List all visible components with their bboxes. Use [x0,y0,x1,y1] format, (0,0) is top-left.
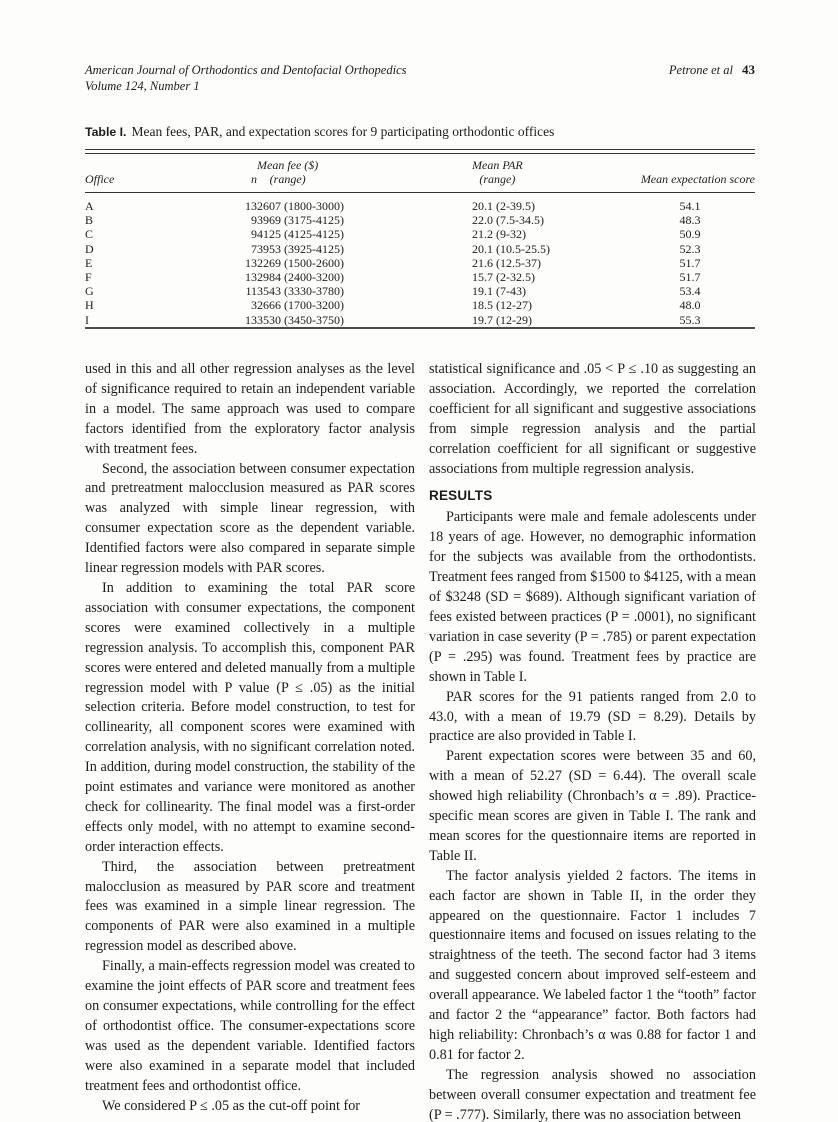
results-heading: RESULTS [429,488,493,504]
par-cell: 19.1 (7-43) [472,284,526,299]
table-row [85,227,755,241]
paragraph: The factor analysis yielded 2 factors. The items in each factor are shown in Table II, in the order they appeared on the questionnaire. Factor 1 includes 7 questionnaire items and focused on issues relating to the straightness of the teeth. The second factor had 3 items and suggested concern about improved self-esteem and overall appearance. We labeled factor 1 the “tooth” factor and factor 2 the “appearance” factor. Both factors had high reliability: Chronbach’s α was 0.88 for factor 1 and 0.81 for factor 2. [429,867,756,1063]
table-row [85,242,755,256]
text-column-right [429,360,756,1122]
table-1-header [85,154,755,193]
paragraph: Finally, a main-effects regression model was created to examine the joint effects of PAR score and treatment fees on consumer expectations, while controlling for the effect of orthodontist office. The consumer-expectations score was used as the dependent variable. Identified factors were also examined in a separate model that included treatment fees and orthodontist office. [85,958,415,1094]
mean-par-line2: (range) [479,171,516,186]
fee-cell: 2666 (1700-3200) [257,298,344,313]
table-row [85,256,755,270]
authors-citation: Petrone et al [668,63,733,77]
expectation-cell: 51.7 [679,270,701,285]
par-cell: 21.2 (9-32) [472,227,526,242]
col-header-office: Office [85,154,175,193]
office-cell: D [85,241,94,256]
fee-cell: 3543 (3330-3780) [257,284,344,299]
n-cell: 13 [245,199,257,213]
table-row [85,313,755,327]
par-cell: 15.7 (2-32.5) [472,270,535,285]
office-cell: G [85,284,94,299]
fee-cell: 2984 (2400-3200) [257,270,344,285]
n-cell: 13 [245,270,257,285]
office-cell: A [85,199,94,213]
running-head [85,62,755,94]
n-cell: 13 [245,255,257,270]
par-cell: 22.0 (7.5-34.5) [472,213,544,228]
paragraph: The regression analysis showed no association between overall consumer expectation and treatment fee (P = .777). Similarly, there was no association between [429,1066,756,1122]
mean-par-line1: Mean PAR [472,158,523,172]
journal-title: American Journal of Orthodontics and Dentofacial Orthopedics [85,63,407,77]
fee-cell: 3969 (3175-4125) [257,213,344,228]
running-head-left [85,62,407,94]
par-cell: 21.6 (12.5-37) [472,255,541,270]
fee-cell: 2607 (1800-3000) [257,199,344,213]
volume-line: Volume 124, Number 1 [85,79,200,93]
mean-fee-line2: (range) [269,171,306,186]
paragraph: statistical significance and .05 < P ≤ .10 as suggesting an association. Accordingly, we reported the correlation coefficient for all significant and suggestive associations from simple regression analysis and the partial correlation coefficient for all significant or suggestive associations from multiple regression analysis. [429,361,756,477]
col-header-expectation: Mean expectation score [625,154,755,193]
n-cell: 9 [251,227,257,242]
fee-cell: 2269 (1500-2600) [257,255,344,270]
table-row [85,284,755,298]
par-cell: 20.1 (10.5-25.5) [472,241,550,256]
expectation-cell: 50.9 [679,227,701,242]
par-cell: 19.7 (12-29) [472,312,532,327]
n-cell: 3 [251,298,257,313]
table-1-block [85,123,755,329]
text-column-left [85,360,415,1116]
running-head-right [669,62,755,78]
n-cell: 11 [245,284,257,299]
fee-cell: 3530 (3450-3750) [257,312,344,327]
office-cell: E [85,255,93,270]
expectation-cell: 53.4 [679,284,701,299]
table-1-caption [85,123,755,141]
paragraph: Second, the association between consumer expectation and pretreatment malocclusion measured as PAR scores was analyzed with simple linear regression, with consumer expectation score as the dependent variable. Identified factors were also compared in separate simple linear regression models with PAR scores. [85,460,415,577]
paragraph: Parent expectation scores were between 35 and 60, with a mean of 52.27 (SD = 6.44). The overall scale showed high reliability (Chronbach’s α = .89). Practice-specific mean scores are given in Table I. The rank and mean scores for the questionnaire items are reported in Table II. [429,748,756,864]
n-cell: 7 [251,241,257,256]
expectation-cell: 48.0 [679,298,701,313]
fee-cell: 3953 (3925-4125) [257,241,344,256]
expectation-cell: 51.7 [679,255,701,270]
office-cell: H [85,298,94,313]
col-header-mean-par [472,154,625,193]
table-1-caption-label: Table I. [85,125,127,139]
expectation-cell: 52.3 [679,241,701,256]
paragraph: In addition to examining the total PAR score association with consumer expectations, the component scores were examined collectively in a multiple regression analysis. To accomplish this, component PAR scores were entered and deleted manually from a multiple regression model with P value (P ≤ .05) as the initial selection criteria. Before model construction, to test for collinearity, all component scores were examined with correlation analysis, with no significant correlation noted. In addition, during model construction, the stability of the point estimates and variance were monitored as another check for collinearity. The final model was a first-order effects only model, with no attempt to examine second-order interaction effects. [85,579,415,855]
expectation-cell: 54.1 [679,199,701,213]
office-cell: I [85,312,89,327]
table-row [85,270,755,284]
n-cell: 13 [245,312,257,327]
table-1-caption-text: Mean fees, PAR, and expectation scores for 9 participating orthodontic offices [131,124,555,139]
paragraph: Participants were male and female adolescents under 18 years of age. However, no demographic information for the subjects was available from the orthodontists. Treatment fees ranged from $1500 to $4125, with a mean of $3248 (SD = $689). Although significant variation of fees existed between practices (P = .0001), no significant variation in case severity (P = .785) or parent expectation (P = .295) was found. Treatment fees by practice are shown in Table I. [429,509,756,685]
col-header-n: n [175,154,257,193]
mean-fee-line1: Mean fee ($) [257,158,319,172]
table-bottom-rule [85,327,755,329]
paragraph: Third, the association between pretreatment malocclusion as measured by PAR score and treatment fees was examined in a simple linear regression. The components of PAR were also examined in a multiple regression model as described above. [85,858,415,955]
paragraph: PAR scores for the 91 patients ranged from 2.0 to 43.0, with a mean of 19.79 (SD = 8.29). Details by practice are also provided in Table I. [429,688,756,745]
expectation-cell: 48.3 [679,213,701,228]
office-cell: C [85,227,94,242]
table-row [85,213,755,227]
page-number: 43 [742,62,755,77]
paragraph: used in this and all other regression analyses as the level of significance required to retain an independent variable in a model. The same approach was used to compare factors identified from the exploratory factor analysis with treatment fees. [85,361,415,457]
table-row [85,193,755,214]
expectation-cell: 55.3 [679,312,701,327]
paragraph: We considered P ≤ .05 as the cut-off point for [102,1097,361,1114]
par-cell: 18.5 (12-27) [472,298,532,313]
table-row [85,298,755,312]
office-cell: B [85,213,94,228]
n-cell: 9 [251,213,257,228]
table-1 [85,154,755,327]
table-1-body [85,193,755,327]
office-cell: F [85,270,92,285]
fee-cell: 4125 (4125-4125) [257,227,344,242]
par-cell: 20.1 (2-39.5) [472,199,535,213]
col-header-mean-fee [257,154,472,193]
